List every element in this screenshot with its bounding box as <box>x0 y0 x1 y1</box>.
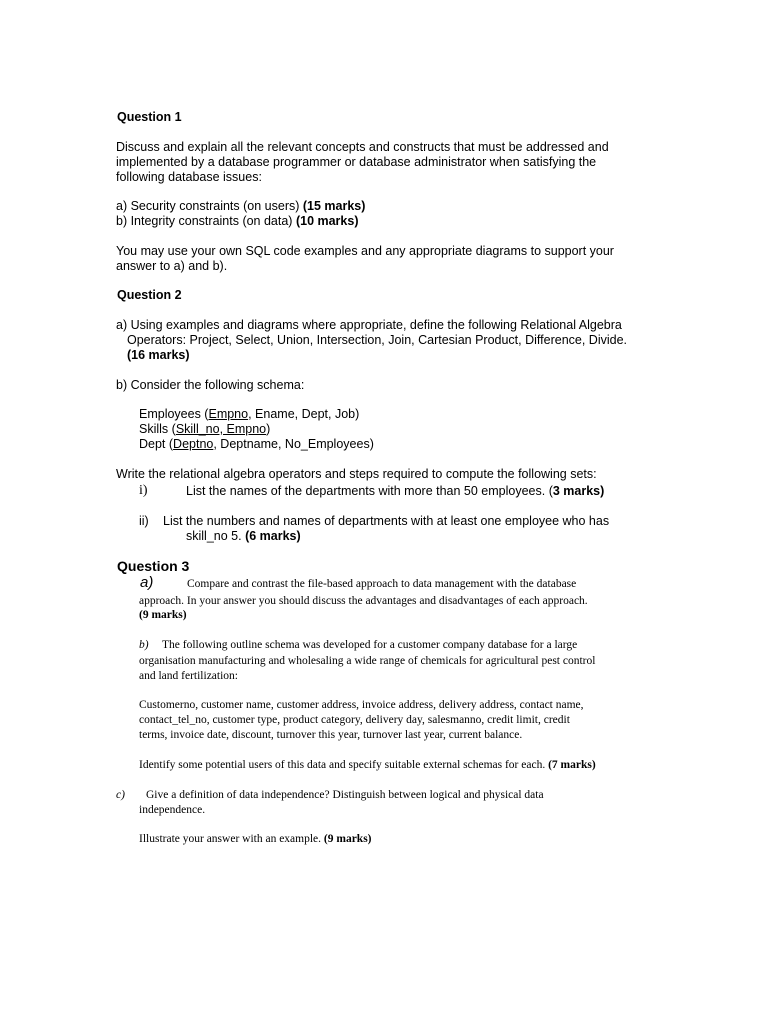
q3-fields-line-2: contact_tel_no, customer type, product category, delivery day, salesmanno, credit limit, credit <box>139 714 570 726</box>
q3-part-b-line-1: The following outline schema was developed for a customer company database for a large <box>162 639 578 651</box>
q1-part-b <box>116 214 359 229</box>
q2-part-a-line-2: Operators: Project, Select, Union, Intersection, Join, Cartesian Product, Difference, Divide. <box>127 333 627 347</box>
schema-employees <box>139 407 359 422</box>
q3-part-a-line-2: approach. In your answer you should discuss the advantages and disadvantages of each approach. <box>139 595 588 607</box>
q2-item-ii-line-1: List the numbers and names of departments with at least one employee who has <box>163 514 610 528</box>
q3-part-b-label: b) <box>139 639 149 651</box>
q1-intro-line-2: implemented by a database programmer or database administrator when satisfying the <box>116 155 597 169</box>
schema-employees-suffix: , Ename, Dept, Job) <box>248 407 360 421</box>
q2-item-ii-text: skill_no 5. <box>186 529 246 543</box>
q3-fields-line-1: Customerno, customer name, customer address, invoice address, delivery address, contact name, <box>139 699 584 711</box>
q2-item-i-marks: 3 marks) <box>552 484 605 498</box>
q2-part-a-marks: (16 marks) <box>127 348 190 362</box>
schema-employees-prefix: Employees ( <box>139 407 209 421</box>
q3-fields-line-3: terms, invoice date, discount, turnover this year, turnover last year, current balance. <box>139 729 523 741</box>
q1-note-line-1: You may use your own SQL code examples and any appropriate diagrams to support your <box>116 244 614 258</box>
q1-note-line-2: answer to a) and b). <box>116 259 228 273</box>
q2-item-ii-marks: (6 marks) <box>245 529 301 543</box>
q1-part-a-text: a) Security constraints (on users) <box>116 199 303 213</box>
q3-illustrate-marks: (9 marks) <box>323 833 372 845</box>
q3-part-a-marks: (9 marks) <box>139 609 187 621</box>
q3-part-c-label: c) <box>116 789 125 801</box>
q1-part-b-marks: (10 marks) <box>295 214 359 228</box>
schema-dept-prefix: Dept ( <box>139 437 174 451</box>
q3-part-b-line-2: organisation manufacturing and wholesaling a wide range of chemicals for agricultural pest control <box>139 655 596 667</box>
q2-item-ii-line-2 <box>186 529 301 544</box>
q1-intro-line-1: Discuss and explain all the relevant concepts and constructs that must be addressed and <box>116 140 609 154</box>
q3-part-c-line-1: Give a definition of data independence? Distinguish between logical and physical data <box>146 789 544 801</box>
question-3-heading: Question 3 <box>117 558 190 574</box>
q3-part-a-line-1: Compare and contrast the file-based approach to data management with the database <box>187 578 577 590</box>
q1-part-a-marks: (15 marks) <box>302 199 366 213</box>
q3-illustrate-text: Illustrate your answer with an example. <box>139 833 324 845</box>
q3-identify-text: Identify some potential users of this data and specify suitable external schemas for each. <box>139 759 549 771</box>
q2-write-line: Write the relational algebra operators and steps required to compute the following sets: <box>116 467 597 481</box>
schema-employees-key: Empno <box>208 407 249 421</box>
q1-intro-line-3: following database issues: <box>116 170 262 184</box>
schema-skills-prefix: Skills ( <box>139 422 176 436</box>
schema-skills-key: Skill_no, Empno <box>175 422 267 436</box>
q3-identify-line <box>139 758 596 773</box>
question-2-heading: Question 2 <box>117 288 182 302</box>
q3-identify-marks: (7 marks) <box>548 759 596 771</box>
q1-part-a <box>116 199 365 214</box>
schema-dept-suffix: , Deptname, No_Employees) <box>213 437 374 451</box>
q2-item-ii-label: ii) <box>139 514 149 528</box>
schema-dept-key: Deptno <box>173 437 214 451</box>
q3-part-a-label: a) <box>140 574 154 591</box>
question-1-heading: Question 1 <box>117 110 182 124</box>
q3-part-c-line-2: independence. <box>139 804 206 816</box>
schema-skills-suffix: ) <box>266 422 271 436</box>
schema-dept <box>139 437 374 452</box>
q2-item-i-text: List the names of the departments with more than 50 employees. ( <box>186 484 553 498</box>
q2-item-i <box>186 484 604 499</box>
q1-part-b-text: b) Integrity constraints (on data) <box>116 214 296 228</box>
q3-illustrate-line <box>139 832 372 847</box>
q2-part-a-line-1: a) Using examples and diagrams where appropriate, define the following Relational Algebra <box>116 318 622 332</box>
schema-skills <box>139 422 270 437</box>
q2-item-i-label: i) <box>139 483 148 498</box>
q3-part-b-line-3: and land fertilization: <box>139 670 238 682</box>
q2-part-b-intro: b) Consider the following schema: <box>116 378 305 392</box>
